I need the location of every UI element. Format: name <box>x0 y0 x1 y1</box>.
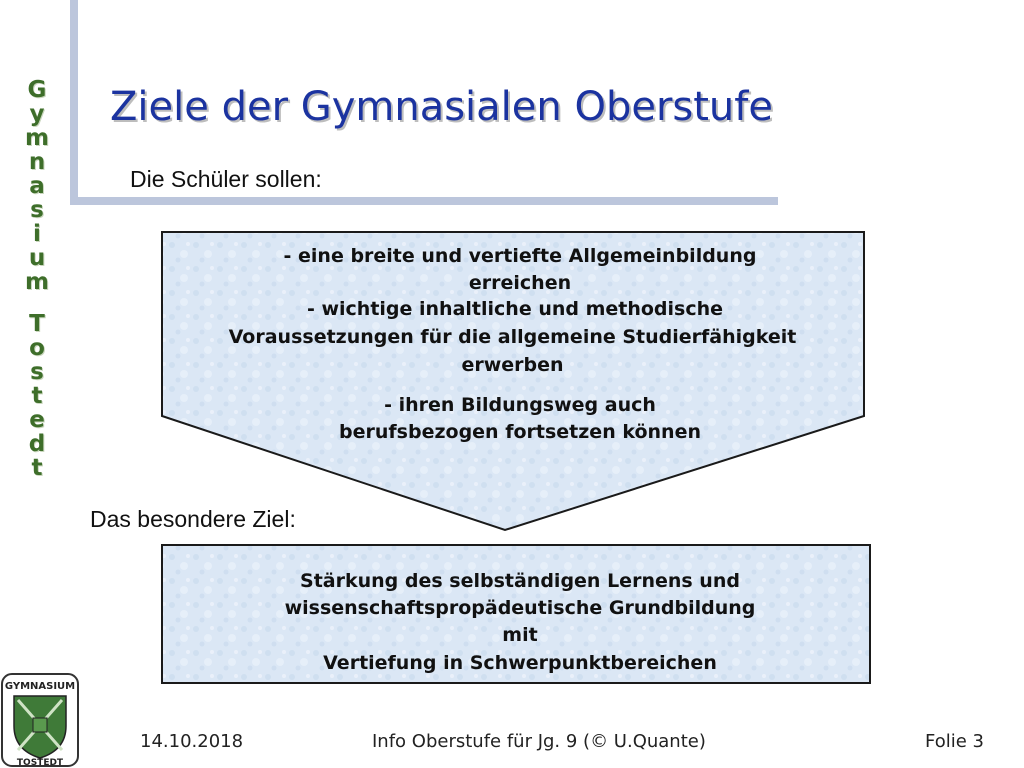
goal-line: - eine breite und vertiefte Allgemeinbildung <box>283 245 757 267</box>
side-letter: T <box>29 311 45 337</box>
intro-text: Die Schüler sollen: <box>130 166 322 192</box>
side-letter: s <box>30 359 44 385</box>
side-letter: o <box>29 335 45 361</box>
side-letter: i <box>33 221 41 247</box>
footer-slide-number: Folie 3 <box>925 731 984 752</box>
special-line: Stärkung des selbständigen Lernens und <box>300 570 740 592</box>
goal-line: erreichen <box>468 272 572 294</box>
side-letter: m <box>25 125 49 151</box>
special-line: wissenschaftspropädeutische Grundbildung <box>284 597 756 619</box>
logo-top-text: GYMNASIUM <box>4 681 76 692</box>
side-letter: u <box>28 245 46 271</box>
side-letter: e <box>29 407 45 433</box>
side-letter: m <box>25 269 49 295</box>
special-line: mit <box>502 624 538 646</box>
special-heading: Das besondere Ziel: <box>90 506 296 532</box>
side-letter: d <box>28 431 46 457</box>
footer-date: 14.10.2018 <box>140 731 244 752</box>
side-letter: s <box>30 197 44 223</box>
footer-center: Info Oberstufe für Jg. 9 (© U.Quante) <box>372 731 706 752</box>
school-crest-logo <box>0 672 80 768</box>
side-letter: y <box>29 101 45 127</box>
logo-bottom-text: TOSTEDT <box>16 758 64 768</box>
side-letter: t <box>31 455 43 481</box>
goal-line: berufsbezogen fortsetzen können <box>339 421 701 443</box>
goal-line: Voraussetzungen für die allgemeine Studierfähigkeit <box>228 326 797 348</box>
special-line: Vertiefung in Schwerpunktbereichen <box>323 652 717 674</box>
goal-line: - wichtige inhaltliche und methodische <box>306 298 724 320</box>
side-letter: t <box>31 383 43 409</box>
slide-title: Ziele der Gymnasialen Oberstufe <box>110 84 773 130</box>
side-letter: n <box>28 149 46 175</box>
side-letter: G <box>27 77 47 103</box>
side-letter: a <box>29 173 45 199</box>
goal-line: erwerben <box>461 354 564 376</box>
goal-line: - ihren Bildungsweg auch <box>384 394 656 416</box>
